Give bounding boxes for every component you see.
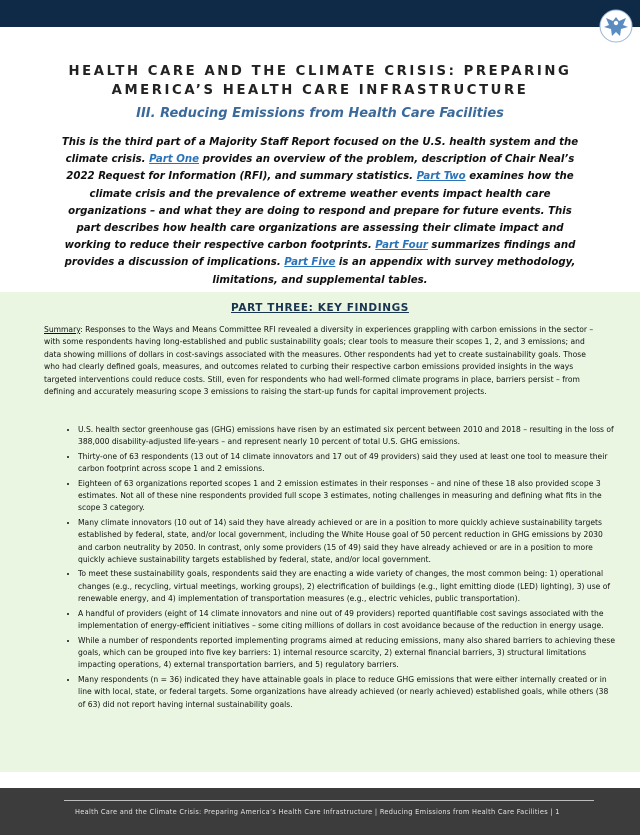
intro-text: This is the third part of a Majority Staff Report focused on the U.S. health system and the climate crisis. [61,137,579,166]
page-footer [0,788,640,835]
part-four-link[interactable]: Part Four [375,240,428,252]
footer-divider [64,800,594,801]
summary-label: Summary [44,325,81,334]
part-two-link[interactable]: Part Two [416,171,466,183]
top-banner [0,0,640,27]
part-one-link[interactable]: Part One [149,154,200,166]
key-findings-heading: PART THREE: KEY FINDINGS [231,302,409,314]
finding-item: • Eighteen of 63 organizations reported scopes 1 and 2 emission estimates in their responses – and nine of these 18 also provided scope 3 estimates. Not all of these nine respondents provided full scope 3 estimates, noting challenges in measuring and defining what fits in the scope 3 category. [78,478,618,515]
finding-item: • A handful of providers (eight of 14 climate innovators and nine out of 49 providers) reported quantifiable cost savings associated with the implementation of energy-efficient initiatives – some citing millions of dollars in cost avoidance because of the reduction in energy usage. [78,608,618,633]
intro-text: is an appendix with survey methodology, limitations, and supplemental tables. [212,257,576,286]
part-five-link[interactable]: Part Five [284,257,336,269]
footer-text: Health Care and the Climate Crisis: Preparing America’s Health Care Infrastructure | Reducing Emissions from Health Care Facilities | 1 [75,808,560,816]
key-findings-panel [0,292,640,772]
summary-paragraph [44,324,600,398]
finding-item: • Thirty-one of 63 respondents (13 out of 14 climate innovators and 17 out of 49 providers) said they used at least one tool to measure their carbon footprint across scope 1 and 2 emissions. [78,451,618,476]
summary-text: : Responses to the Ways and Means Committee RFI revealed a diversity in experiences grappling with carbon emissions in the sector – with some respondents having long-established and public sustainability goals; clear tools to measure their scopes 1, 2, and 3 emissions; and data showing millions of dollars in cost-savings associated with the measures. Other respondents had yet to create sustainability goals. Those who had clearly defined goals, measures, and outcomes related to curbing their respective carbon emissions provided insights in the ways targeted interventions could reduce costs. Still, even for respondents who had well-formed climate programs in place, barriers persist – from defining and accurately measuring scope 3 emissions to raising the start-up funds for capital improvement projects. [44,325,594,397]
intro-text: summarizes findings and provides a discussion of implications. [64,240,576,269]
finding-item: • Many respondents (n = 36) indicated they have attainable goals in place to reduce GHG emissions that were either internally created or in line with local, state, or federal targets. Some organizations have already achieved (or nearly achieved) established goals, while others (38 of 63) did not report having internal sustainability goals. [78,674,618,711]
intro-text: provides an overview of the problem, description of Chair Neal’s 2022 Request for Information (RFI), and summary statistics. [66,154,575,183]
intro-paragraph [58,134,582,289]
findings-list [62,424,618,713]
section-subtitle: III. Reducing Emissions from Health Care Facilities [136,106,504,121]
intro-text: examines how the climate crisis and the prevalence of extreme weather events impact health care organizations – and what they are doing to respond and prepare for future events. This part describes how health care organizations are assessing their climate impact and working to reduce their respective carbon footprints. [64,171,574,252]
finding-item: • U.S. health sector greenhouse gas (GHG) emissions have risen by an estimated six percent between 2010 and 2018 – resulting in the loss of 388,000 disability-adjusted life-years – and represent nearly 10 percent of total U.S. GHG emissions. [78,424,618,449]
finding-item: • Many climate innovators (10 out of 14) said they have already achieved or are in a position to more quickly achieve sustainability targets established by federal, state, and/or local government, including the White House goal of 50 percent reduction in GHG emissions by 2030 and carbon neutrality by 2050. In contrast, only some providers (15 of 49) said they have already achieved or are in a position to more quickly achieve sustainability targets established by federal, state, and/or local government. [78,517,618,567]
report-title: HEALTH CARE AND THE CLIMATE CRISIS: PREPARING AMERICA’S HEALTH CARE INFRASTRUCTURE [68,64,572,98]
finding-item: • While a number of respondents reported implementing programs aimed at reducing emissions, many also shared barriers to achieving these goals, which can be grouped into five key barriers: 1) internal resource scarcity, 2) external financial barriers, 3) structural limitations impacting operations, 4) external transportation barriers, and 5) regulatory barriers. [78,635,618,672]
eagle-seal-icon [598,8,634,44]
finding-item: • To meet these sustainability goals, respondents said they are enacting a wide variety of changes, the most common being: 1) operational changes (e.g., recycling, virtual meetings, working groups), 2) electrification of buildings (e.g., light emitting diode (LED) lighting), 3) use of renewable energy, and 4) implementation of transportation measures (e.g., electric vehicles, public transportation). [78,568,618,605]
